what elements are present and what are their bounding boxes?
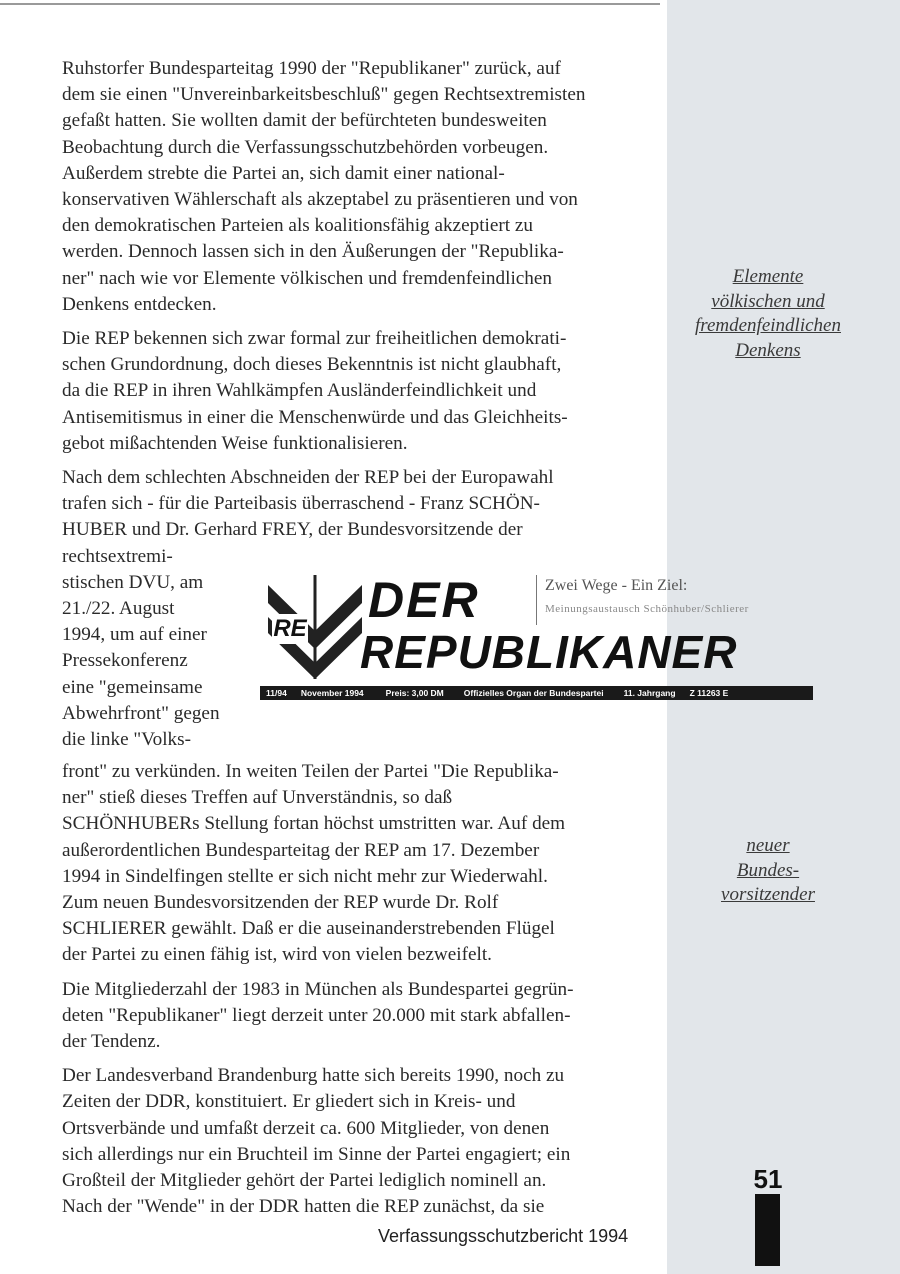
paragraph-4 bbox=[62, 977, 652, 1056]
margin-note-line: fremdenfeindlichen bbox=[695, 315, 841, 336]
text-line: Die Mitgliederzahl der 1983 in München als Bundespartei gegrün- bbox=[62, 978, 574, 1000]
margin-note-line: vorsitzender bbox=[721, 884, 815, 905]
text-line: die linke "Volks- bbox=[62, 729, 191, 751]
text-line: Die REP bekennen sich zwar formal zur freiheitlichen demokrati- bbox=[62, 328, 567, 350]
margin-note-line: Bundes- bbox=[736, 859, 800, 881]
text-line: konservativen Wählerschaft als akzeptabel zu präsentieren und von bbox=[62, 189, 578, 211]
text-line: da die REP in ihren Wahlkämpfen Ausländerfeindlichkeit und bbox=[62, 380, 537, 402]
margin-note-line: neuer bbox=[746, 835, 790, 856]
issue-number: 11/94 bbox=[266, 688, 287, 698]
top-rule bbox=[0, 3, 660, 5]
text-line: trafen sich - für die Parteibasis überraschend - Franz SCHÖN- bbox=[62, 493, 540, 515]
text-line: front" zu verkünden. In weiten Teilen der Partei "Die Republika- bbox=[62, 761, 559, 782]
text-line: SCHLIERER gewählt. Daß er die auseinanderstrebenden Flügel bbox=[62, 918, 555, 940]
text-line: außerordentlichen Bundesparteitag der REP am 17. Dezember bbox=[62, 839, 540, 861]
text-line: eine "gemeinsame bbox=[62, 676, 203, 698]
masthead-tagline: Zwei Wege - Ein Ziel: bbox=[545, 577, 688, 594]
issue-price: Preis: 3,00 DM bbox=[385, 688, 444, 698]
margin-note-new-chair bbox=[668, 834, 868, 908]
text-line: ner" nach wie vor Elemente völkischen und fremdenfeindlichen bbox=[62, 267, 553, 289]
issue-code: Z 11263 E bbox=[689, 688, 729, 698]
text-line: dem sie einen "Unvereinbarkeitsbeschluß" gegen Rechtsextremisten bbox=[62, 84, 586, 106]
newspaper-masthead bbox=[260, 567, 813, 707]
paragraph-3 bbox=[62, 465, 652, 570]
text-line: Nach dem schlechten Abschneiden der REP bei der Europawahl bbox=[62, 467, 554, 489]
issue-organ: Offizielles Organ der Bundespartei bbox=[463, 688, 604, 698]
body-text-lower bbox=[62, 759, 652, 1220]
text-line: Außerdem strebte die Partei an, sich damit einer national- bbox=[62, 162, 505, 184]
masthead-info-strip bbox=[260, 686, 813, 700]
text-line: der Partei zu einen fähig ist, wird von vielen bezweifelt. bbox=[62, 944, 492, 966]
paragraph-3-continued bbox=[62, 759, 652, 969]
paragraph-2 bbox=[62, 326, 652, 457]
text-line: stischen DVU, am bbox=[62, 571, 204, 593]
text-line: Der Landesverband Brandenburg hatte sich bereits 1990, noch zu bbox=[62, 1065, 565, 1087]
text-line: 1994, um auf einer bbox=[62, 624, 207, 646]
paragraph-1 bbox=[62, 56, 652, 318]
text-line: SCHÖNHUBERs Stellung fortan höchst umstritten war. Auf dem bbox=[62, 813, 566, 835]
text-line: gebot mißachtenden Weise funktionalisieren. bbox=[62, 432, 408, 454]
margin-note-line: Denkens bbox=[735, 339, 801, 361]
masthead-tagline-sub: Meinungsaustausch Schönhuber/Schlierer bbox=[545, 603, 749, 615]
text-line: Beobachtung durch die Verfassungsschutzbehörden vorbeugen. bbox=[62, 136, 549, 158]
text-line: Pressekonferenz bbox=[62, 650, 188, 672]
logo-re-label: RE bbox=[273, 615, 307, 642]
text-line: werden. Dennoch lassen sich in den Äußerungen der "Republika- bbox=[62, 241, 564, 263]
issue-date: November 1994 bbox=[300, 688, 364, 698]
text-line: Denkens entdecken. bbox=[62, 293, 217, 315]
issue-volume: 11. Jahrgang bbox=[623, 688, 676, 698]
text-line: ner" stieß dieses Treffen auf Unverständnis, so daß bbox=[62, 787, 453, 809]
text-line: Zeiten der DDR, konstituiert. Er gliedert sich in Kreis- und bbox=[62, 1091, 516, 1113]
paragraph-3-wrapped bbox=[62, 570, 262, 753]
text-line: der Tendenz. bbox=[62, 1031, 161, 1053]
text-line: Antisemitismus in einer die Menschenwürde und das Gleichheits- bbox=[62, 406, 568, 428]
masthead-title-bottom: REPUBLIKANER bbox=[360, 626, 738, 678]
margin-note-line: Elemente bbox=[732, 266, 804, 287]
text-line: schen Grundordnung, doch dieses Bekenntnis ist nicht glaubhaft, bbox=[62, 354, 562, 376]
text-line: sich allerdings nur ein Bruchteil im Sinne der Partei engagiert; ein bbox=[62, 1143, 571, 1165]
text-line: HUBER und Dr. Gerhard FREY, der Bundesvorsitzende der bbox=[62, 519, 523, 541]
text-line: 1994 in Sindelfingen stellte er sich nicht mehr zur Wiederwahl. bbox=[62, 865, 548, 887]
text-line: 21./22. August bbox=[62, 598, 175, 620]
text-line: Ortsverbände und umfaßt derzeit ca. 600 Mitglieder, von denen bbox=[62, 1117, 550, 1139]
text-line: rechtsextremi- bbox=[62, 545, 173, 567]
text-line: den demokratischen Parteien als koalitionsfähig akzeptiert zu bbox=[62, 215, 533, 237]
text-line: Nach der "Wende" in der DDR hatten die REP zunächst, da sie bbox=[62, 1196, 545, 1218]
paragraph-5 bbox=[62, 1063, 652, 1220]
text-line: Zum neuen Bundesvorsitzenden der REP wurde Dr. Rolf bbox=[62, 892, 499, 914]
footer-report-title: Verfassungsschutzbericht 1994 bbox=[378, 1226, 629, 1246]
text-line: Ruhstorfer Bundesparteitag 1990 der "Republikaner" zurück, auf bbox=[62, 58, 561, 79]
masthead-tagline-box bbox=[536, 575, 810, 625]
text-line: Großteil der Mitglieder gehört der Partei lediglich nominell an. bbox=[62, 1170, 547, 1192]
page-number: 51 bbox=[753, 1164, 783, 1194]
margin-note-elements bbox=[668, 265, 868, 363]
text-line: deten "Republikaner" liegt derzeit unter 20.000 mit stark abfallen- bbox=[62, 1004, 571, 1026]
page-marker-bar bbox=[755, 1194, 780, 1266]
margin-note-line: völkischen und bbox=[711, 290, 825, 312]
text-line: Abwehrfront" gegen bbox=[62, 702, 220, 724]
masthead-title-top: DER bbox=[368, 572, 480, 628]
text-line: gefaßt hatten. Sie wollten damit der befürchteten bundesweiten bbox=[62, 110, 547, 132]
